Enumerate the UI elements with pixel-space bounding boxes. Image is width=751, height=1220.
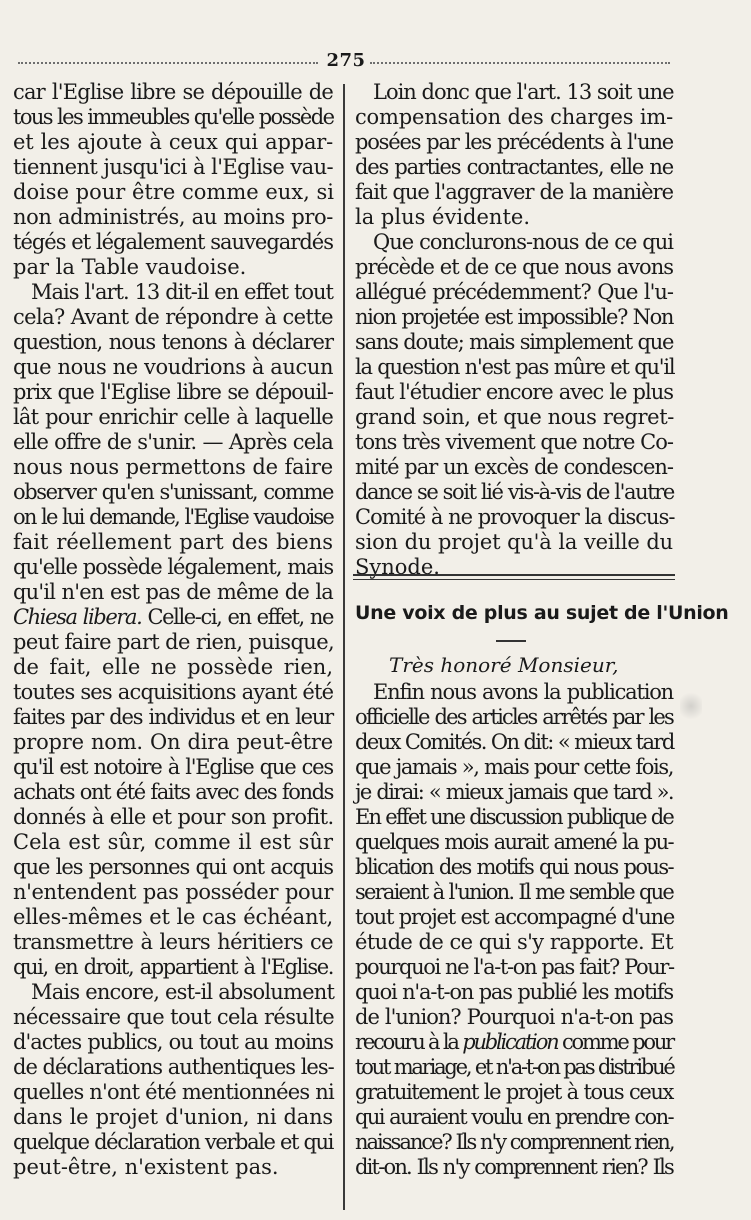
- text-line: nous nous permettons de faire: [13, 455, 333, 479]
- text-line: que jamais », mais pour cette fois,: [355, 755, 673, 779]
- section-rule: [353, 574, 675, 576]
- text-line: posées par les précédents à l'une: [355, 130, 673, 154]
- paper-speck: [680, 690, 702, 722]
- page-number: 275: [326, 50, 366, 71]
- text-line: quelles n'ont été mentionnées ni: [13, 1080, 334, 1104]
- text-line: étude de ce qui s'y rapporte. Et: [355, 930, 673, 954]
- page-header: [0, 52, 751, 74]
- header-ornament-left: [18, 62, 318, 64]
- letter-salutation: Très honoré Monsieur,: [389, 653, 619, 677]
- title-dash: [496, 640, 526, 642]
- text-line: d'actes publics, ou tout au moins: [13, 1030, 333, 1054]
- text-line: de déclarations authentiques les-: [13, 1055, 334, 1079]
- text-line: donnés à elle et pour son profit.: [13, 805, 334, 829]
- text-line: prix que l'Eglise libre se dépouil-: [13, 380, 333, 404]
- text-line: observer qu'en s'unissant, comme: [13, 480, 333, 504]
- text-line: et les ajoute à ceux qui appar-: [13, 130, 333, 154]
- text-line: compensation des charges im-: [355, 105, 673, 129]
- text-line: officielle des articles arrêtés par les: [355, 705, 673, 729]
- text-line: blication des motifs qui nous pous-: [355, 855, 673, 879]
- text-line: question, nous tenons à déclarer: [13, 330, 333, 354]
- text-line: Comité à ne provoquer la discus-: [355, 505, 675, 529]
- text-line: dit-on. Ils n'y comprennent rien? Ils: [355, 1155, 673, 1179]
- text-line: n'entendent pas posséder pour: [13, 880, 333, 904]
- text-line-before: recouru à la: [355, 1030, 463, 1054]
- text-line: précède et de ce que nous avons: [355, 255, 673, 279]
- text-line: la plus évidente.: [355, 205, 530, 229]
- text-line: achats ont été faits avec des fonds: [13, 780, 333, 804]
- text-line: quelques mois aurait amené la pu-: [355, 830, 673, 854]
- letter-body: [355, 680, 673, 1180]
- text-line: sans doute; mais simplement que: [355, 330, 674, 354]
- header-ornament-right: [370, 62, 670, 64]
- text-line: faut l'étudier encore avec le plus: [355, 380, 673, 404]
- text-line: elle offre de s'unir. — Après cela: [13, 430, 333, 454]
- text-line: je dirai: « mieux jamais que tard ».: [355, 780, 673, 804]
- text-line: qu'il n'en est pas de même de la: [13, 580, 333, 604]
- text-line: fait que l'aggraver de la manière: [355, 180, 673, 204]
- text-line: elles-mêmes et le cas échéant,: [13, 905, 333, 929]
- text-line: seraient à l'union. Il me semble que: [355, 880, 673, 904]
- text-line: tiennent jusqu'ici à l'Eglise vau-: [13, 155, 333, 179]
- text-line: quoi n'a-t-on pas publié les motifs: [355, 980, 673, 1004]
- column-divider: [343, 84, 345, 1210]
- text-line: peut-être, n'existent pas.: [13, 1155, 279, 1179]
- text-line: que les personnes qui ont acquis: [13, 855, 333, 879]
- text-line-with-italic: [355, 1030, 673, 1055]
- text-line: faites par des individus et en leur: [13, 705, 333, 729]
- text-line: gratuitement le projet à tous ceux: [355, 1080, 673, 1104]
- text-line: Loin donc que l'art. 13 soit une: [373, 80, 674, 104]
- text-line: nécessaire que tout cela résulte: [13, 1005, 335, 1029]
- text-line-rest: Celle-ci, en effet, ne: [147, 605, 333, 629]
- text-line: cela? Avant de répondre à cette: [13, 305, 333, 329]
- text-line: En effet une discussion publique de: [355, 805, 673, 829]
- text-line: car l'Eglise libre se dépouille de: [13, 80, 333, 104]
- text-line: la question n'est pas mûre et qu'il: [355, 355, 675, 379]
- left-column: [13, 80, 333, 1180]
- text-line: non administrés, au moins pro-: [13, 205, 333, 229]
- text-line: pourquoi ne l'a-t-on pas fait? Pour-: [355, 955, 674, 979]
- text-line: que nous ne voudrions à aucun: [13, 355, 334, 379]
- italic-word: publication: [462, 1030, 558, 1054]
- text-line: qui, en droit, appartient à l'Eglise.: [13, 955, 333, 979]
- right-column: [355, 80, 673, 580]
- text-line: transmettre à leurs héritiers ce: [13, 930, 333, 954]
- text-line: Cela est sûr, comme il est sûr: [13, 830, 333, 854]
- section-title: Une voix de plus au sujet de l'Union: [355, 602, 729, 624]
- italic-phrase: Chiesa libera.: [13, 605, 142, 629]
- text-line: dance se soit lié vis-à-vis de l'autre: [355, 480, 674, 504]
- text-line: mité par un excès de condescen-: [355, 455, 673, 479]
- text-line: Enfin nous avons la publication: [373, 680, 673, 704]
- text-line-after: comme pour: [557, 1030, 673, 1054]
- text-line: allégué précédemment? Que l'u-: [355, 280, 673, 304]
- text-line: tout mariage, et n'a-t-on pas distribué: [355, 1055, 674, 1079]
- text-line: tous les immeubles qu'elle possède: [13, 105, 334, 129]
- text-line: dans le projet d'union, ni dans: [13, 1105, 333, 1129]
- text-line: de l'union? Pourquoi n'a-t-on pas: [355, 1005, 673, 1029]
- text-line: peut faire part de rien, puisque,: [13, 630, 335, 654]
- text-line: tons très vivement que notre Co-: [355, 430, 673, 454]
- text-line: Mais encore, est-il absolument: [31, 980, 335, 1004]
- text-line: doise pour être comme eux, si: [13, 180, 334, 204]
- text-line: qu'elle possède légalement, mais: [13, 555, 334, 579]
- text-line: deux Comités. On dit: « mieux tard: [355, 730, 674, 754]
- text-line: Synode.: [355, 555, 440, 579]
- text-line: grand soin, et que nous regret-: [355, 405, 674, 429]
- text-line: propre nom. On dira peut-être: [13, 730, 333, 754]
- text-line: sion du projet qu'à la veille du: [355, 530, 673, 554]
- text-line: toutes ses acquisitions ayant été: [13, 680, 334, 704]
- text-line: nion projetée est impossible? Non: [355, 305, 673, 329]
- text-line: des parties contractantes, elle ne: [355, 155, 673, 179]
- text-line: on le lui demande, l'Eglise vaudoise: [13, 505, 333, 529]
- text-line: tout projet est accompagné d'une: [355, 905, 675, 929]
- text-line: quelque déclaration verbale et qui: [13, 1130, 333, 1154]
- text-line: tégés et légalement sauvegardés: [13, 230, 333, 254]
- text-line: de fait, elle ne possède rien,: [13, 655, 333, 679]
- text-line: fait réellement part des biens: [13, 530, 333, 554]
- text-line-with-italic: [13, 605, 333, 630]
- text-line: par la Table vaudoise.: [13, 255, 247, 279]
- text-line: naissance? Ils n'y comprennent rien,: [355, 1130, 674, 1154]
- text-line: qu'il est notoire à l'Eglise que ces: [13, 755, 333, 779]
- text-line: Mais l'art. 13 dit-il en effet tout: [31, 280, 333, 304]
- text-line: qui auraient voulu en prendre con-: [355, 1105, 673, 1129]
- text-line: Que conclurons-nous de ce qui: [373, 230, 673, 254]
- text-line: lât pour enrichir celle à laquelle: [13, 405, 333, 429]
- section-rule-thin: [353, 579, 675, 580]
